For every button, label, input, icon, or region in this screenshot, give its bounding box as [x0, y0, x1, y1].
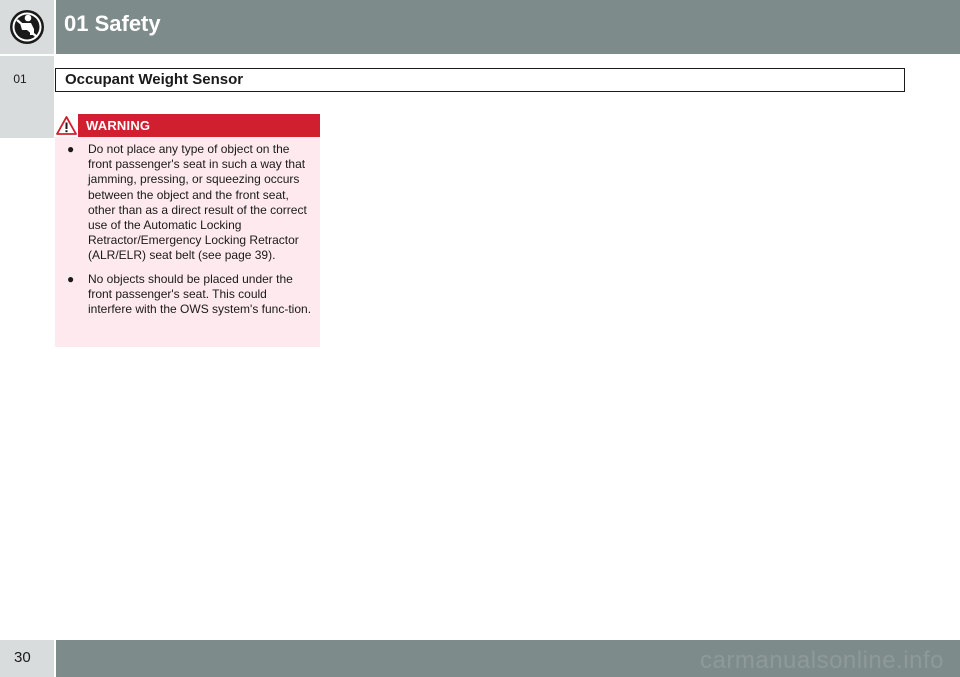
chapter-icon-box [0, 0, 54, 54]
seatbelt-warning-icon [7, 7, 47, 47]
bullet-icon: ● [67, 142, 75, 156]
list-item [55, 272, 320, 318]
header-bar [56, 0, 960, 54]
warning-text: Do not place any type of object on the front passenger's seat in such a way that jamming, pressing, or squeezing occurs between the object and the front seat, other than as a direct result of the correct use of the Automatic Locking Retractor/Emergency Locking Retractor (ALR/ELR) seat belt (see page 39). [88, 142, 307, 263]
chapter-tab-label: 01 [13, 72, 27, 86]
page-number: 30 [14, 649, 31, 666]
section-title: Occupant Weight Sensor [65, 71, 244, 88]
warning-triangle-icon [55, 114, 78, 137]
warning-box [55, 114, 320, 347]
watermark: carmanualsonline.info [700, 647, 944, 674]
warning-text: No objects should be placed under the front passenger's seat. This could interfere with the OWS system's func-tion. [88, 271, 312, 317]
warning-list [55, 142, 320, 325]
warning-header [55, 114, 320, 137]
warning-icon-box [55, 114, 78, 137]
list-item [55, 142, 320, 264]
section-heading [55, 68, 905, 92]
warning-title: WARNING [86, 118, 151, 133]
chapter-title: 01 Safety [64, 11, 161, 36]
chapter-tab [0, 56, 54, 138]
bullet-icon: ● [67, 271, 75, 286]
